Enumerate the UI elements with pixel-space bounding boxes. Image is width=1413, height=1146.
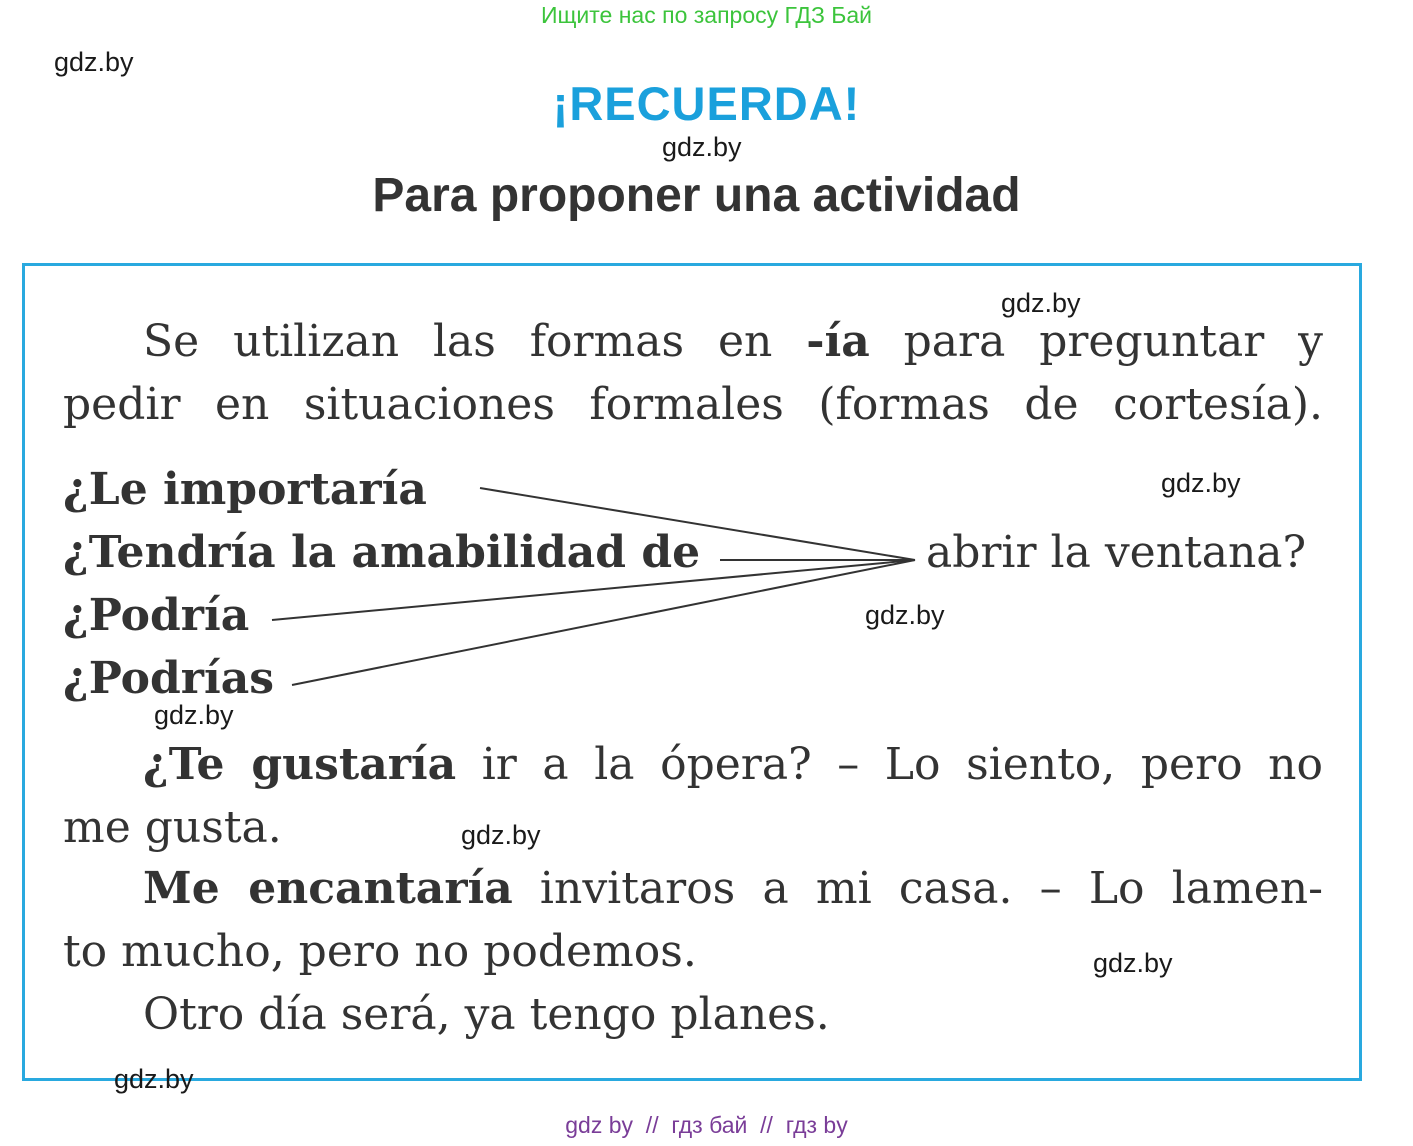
- connector-line: [480, 488, 915, 560]
- watermark: gdz.by: [154, 700, 234, 730]
- watermark: gdz.by: [662, 132, 742, 162]
- intro-text: Se utilizan las formas en: [143, 316, 807, 367]
- target-phrase: abrir la ventana?: [926, 527, 1307, 578]
- example-2-line-3: Otro día será, ya tengo planes.: [143, 989, 830, 1040]
- page-title: ¡RECUERDA!: [552, 77, 861, 130]
- intro-text: para preguntar y: [869, 316, 1323, 367]
- phrase-le-importaria: ¿Le importaría: [63, 464, 427, 515]
- section-subtitle: Para proponer una actividad: [372, 169, 1021, 222]
- example-1-bold: ¿Te gustaría: [143, 739, 457, 790]
- footer-links[interactable]: gdz by // гдз бай // гдз by: [565, 1112, 848, 1138]
- watermark: gdz.by: [1001, 288, 1081, 318]
- watermark: gdz.by: [114, 1064, 194, 1094]
- connector-line: [272, 560, 915, 620]
- watermark: gdz.by: [54, 47, 134, 77]
- example-2-bold: Me encantaría: [143, 863, 513, 914]
- watermark: gdz.by: [461, 820, 541, 850]
- intro-line-2: pedir en situaciones formales (formas de cortesía).: [63, 379, 1323, 430]
- example-2-line-2: to mucho, pero no podemos.: [63, 926, 697, 977]
- example-2-line-1: [63, 859, 1323, 919]
- example-1-line-2: me gusta.: [63, 802, 282, 853]
- ending-ia: -ía: [806, 316, 870, 367]
- watermark: gdz.by: [1093, 948, 1173, 978]
- example-1-line-1: [63, 735, 1323, 795]
- top-banner[interactable]: Ищите нас по запросу ГДЗ Бай: [540, 2, 873, 28]
- phrase-tendria-la-amabilidad: ¿Tendría la amabilidad de: [63, 527, 701, 578]
- phrase-podria: ¿Podría: [63, 590, 250, 641]
- example-2-text: invitaros a mi casa. – Lo lamen-: [512, 863, 1323, 914]
- watermark: gdz.by: [1161, 468, 1241, 498]
- connector-line: [292, 560, 915, 685]
- phrase-podrias: ¿Podrías: [63, 653, 274, 704]
- example-1-text: ir a la ópera? – Lo siento, pero no: [456, 739, 1323, 790]
- watermark: gdz.by: [865, 600, 945, 630]
